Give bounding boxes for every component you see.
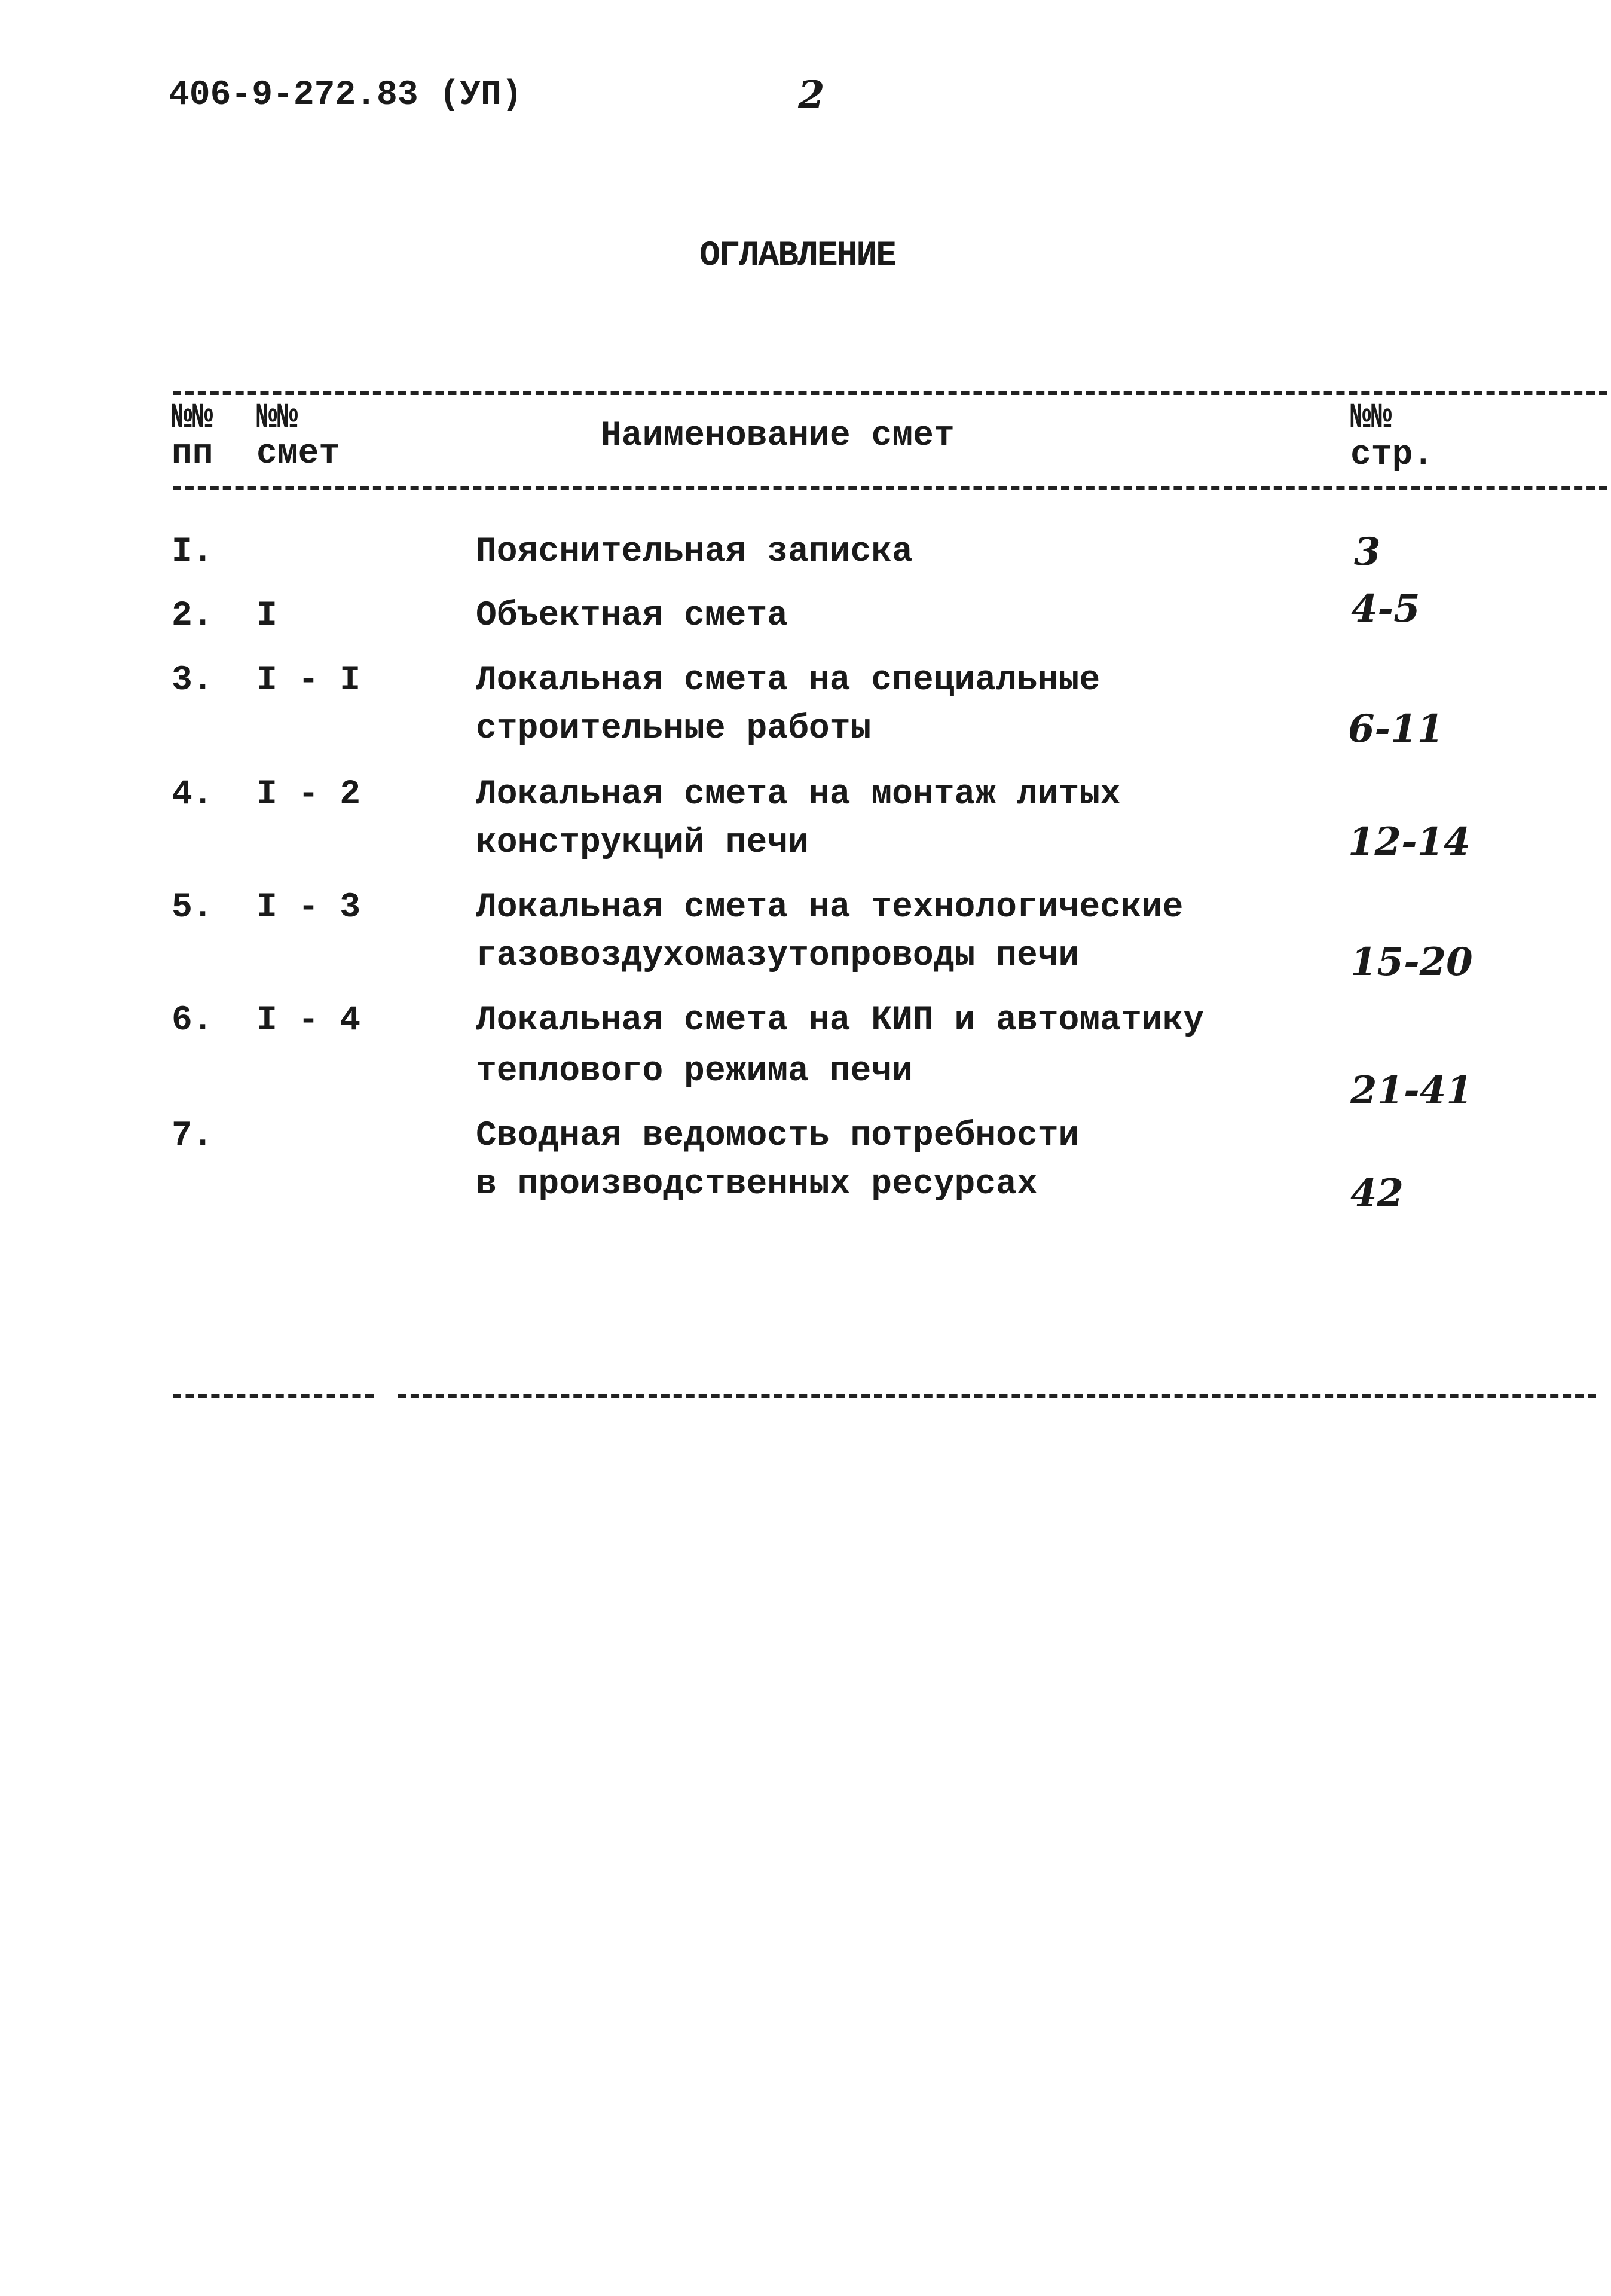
col-page-label-2: стр.	[1350, 436, 1434, 475]
row-name-cont: теплового режима печи	[476, 1052, 913, 1091]
row-name-cont: газовоздухомазутопроводы печи	[476, 937, 1080, 976]
document-code: 406-9-272.83 (УП)	[169, 76, 522, 115]
row-num: 4.	[172, 775, 213, 814]
table-bottom-rule-left	[173, 1394, 374, 1398]
row-name-cont: в производственных ресурсах	[476, 1165, 1038, 1204]
row-name: Объектная смета	[476, 597, 788, 635]
row-name: Локальная смета на КИП и автоматику	[476, 1001, 1205, 1040]
col-num-label-2: пп	[172, 435, 213, 473]
row-num: I.	[172, 533, 213, 571]
row-num: 6.	[172, 1001, 213, 1040]
table-header-rule	[173, 486, 1607, 490]
row-pages: 4-5	[1351, 586, 1420, 631]
row-num: 5.	[172, 888, 213, 927]
row-estimate: I - I	[256, 661, 361, 700]
row-name: Локальная смета на специальные	[476, 661, 1101, 700]
col-name-label: Наименование смет	[601, 417, 955, 455]
row-pages: 21-41	[1350, 1068, 1473, 1113]
row-pages: 15-20	[1350, 940, 1473, 985]
row-pages: 6-11	[1348, 707, 1444, 751]
row-estimate: I - 3	[256, 888, 361, 927]
row-estimate: I - 4	[256, 1001, 361, 1040]
col-page-label-1: №№	[1350, 399, 1392, 438]
row-name-cont: строительные работы	[476, 710, 872, 748]
row-pages: 12-14	[1348, 820, 1471, 864]
row-name: Сводная ведомость потребности	[476, 1117, 1080, 1155]
table-bottom-rule-right	[398, 1394, 1596, 1398]
col-est-label-1: №№	[256, 399, 298, 438]
row-estimate: I - 2	[256, 775, 361, 814]
table-top-rule	[173, 391, 1607, 395]
col-num-label-1: №№	[172, 399, 213, 438]
row-name: Локальная смета на монтаж литых	[476, 775, 1121, 814]
page-number: 2	[798, 73, 825, 118]
row-pages: 42	[1350, 1171, 1404, 1216]
row-num: 7.	[172, 1117, 213, 1155]
row-estimate: I	[256, 597, 277, 635]
row-num: 3.	[172, 661, 213, 700]
row-name: Пояснительная записка	[476, 533, 913, 571]
row-name-cont: конструкций печи	[476, 824, 809, 863]
row-num: 2.	[172, 597, 213, 635]
row-name: Локальная смета на технологические	[476, 888, 1184, 927]
col-est-label-2: смет	[256, 435, 340, 473]
row-pages: 3	[1354, 530, 1381, 574]
page-title: ОГЛАВЛЕНИЕ	[699, 237, 896, 276]
